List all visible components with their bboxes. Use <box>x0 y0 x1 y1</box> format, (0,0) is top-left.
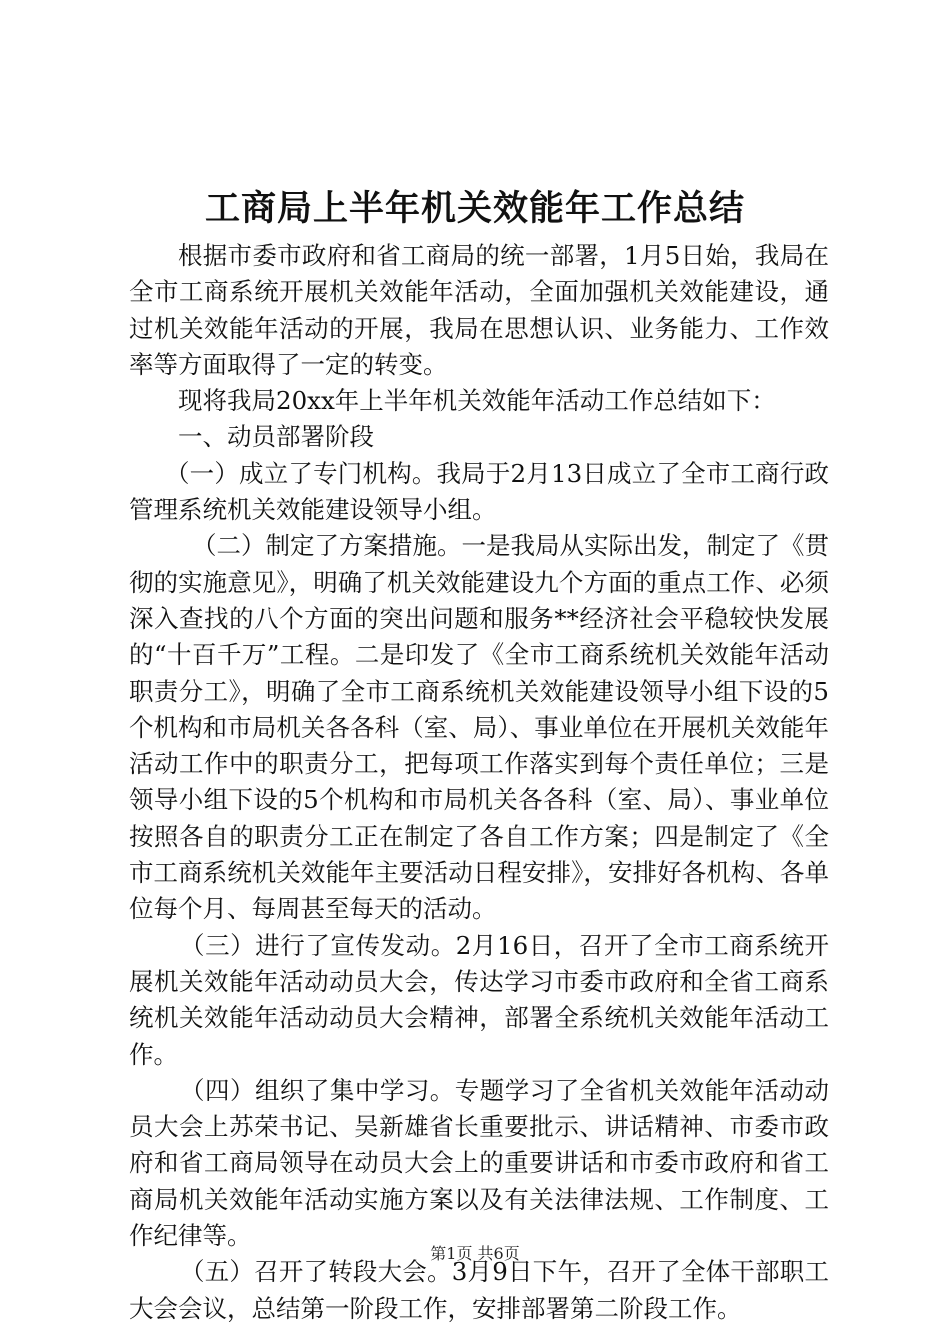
paragraph-item-2: （二）制定了方案措施。一是我局从实际出发，制定了《贯彻的实施意见》，明确了机关效能建设九个方面的重点工作、必须深入查找的八个方面的突出问题和服务**经济社会平稳较快发展的“十百千万”工程。二是印发了《全市工商系统机关效能年活动职责分工》，明确了全市工商系统机关效能建设领导小组下设的5个机构和市局机关各各科（室、局）、事业单位在开展机关效能年活动工作中的职责分工，把每项工作落实到每个责任单位；三是领导小组下设的5个机构和市局机关各各科（室、局）、事业单位按照各自的职责分工正在制定了各自工作方案；四是制定了《全市工商系统机关效能年主要活动日程安排》，安排好各机构、各单位每个月、每周甚至每天的活动。 <box>129 531 829 924</box>
paragraph-summary-lead: 现将我局20xx年上半年机关效能年活动工作总结如下： <box>178 386 776 416</box>
paragraph-intro: 根据市委市政府和省工商局的统一部署，1月5日始，我局在全市工商系统开展机关效能年活动，全面加强机关效能建设，通过机关效能年活动的开展，我局在思想认识、业务能力、工作效率等方面取得了一定的转变。 <box>129 241 829 379</box>
paragraph-item-5: （五）召开了转段大会。3月9日下午，召开了全体干部职工大会会议，总结第一阶段工作，安排部署第二阶段工作。 <box>129 1257 829 1323</box>
paragraph-item-4: （四）组织了集中学习。专题学习了全省机关效能年活动动员大会上苏荣书记、吴新雄省长重要批示、讲话精神、市委市政府和省工商局领导在动员大会上的重要讲话和市委市政府和省工商局机关效能年活动实施方案以及有关法律法规、工作制度、工作纪律等。 <box>129 1075 829 1251</box>
document-title: 工商局上半年机关效能年工作总结 <box>204 188 745 229</box>
paragraph-item-3: （三）进行了宣传发动。2月16日，召开了全市工商系统开展机关效能年活动动员大会，传达学习市委市政府和全省工商系统机关效能年活动动员大会精神，部署全系统机关效能年活动工作。 <box>129 930 829 1069</box>
paragraph-item-1: （一）成立了专门机构。我局于2月13日成立了全市工商行政管理系统机关效能建设领导小组。 <box>129 458 829 525</box>
section-heading-mobilization: 一、动员部署阶段 <box>178 422 374 452</box>
page-footer: 第1页 共6页 <box>430 1244 520 1263</box>
document-body <box>129 238 829 1327</box>
